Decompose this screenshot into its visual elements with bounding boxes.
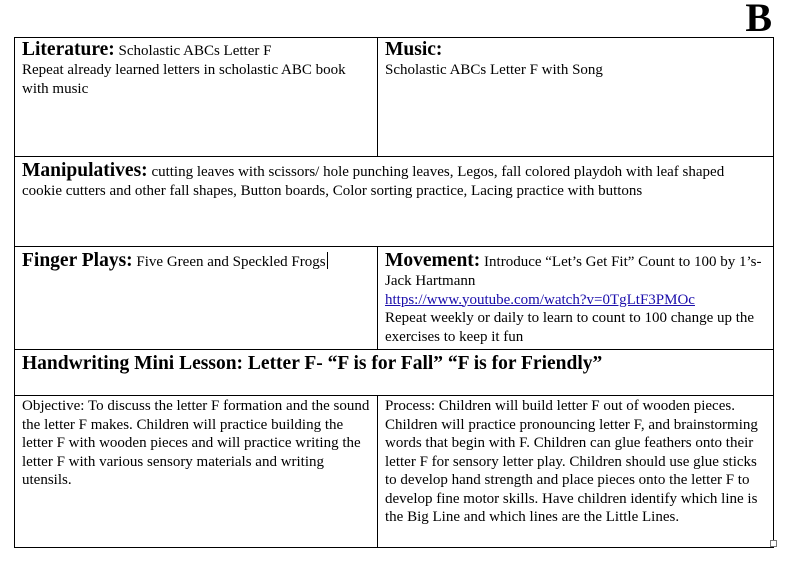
handwriting-cell[interactable] xyxy=(15,350,774,396)
page-letter: B xyxy=(745,0,772,40)
movement-cell[interactable] xyxy=(378,247,774,350)
table-row xyxy=(15,350,774,396)
table-row xyxy=(15,157,774,247)
literature-body: Repeat already learned letters in scholastic ABC book with music xyxy=(22,62,346,97)
finger-plays-cell[interactable] xyxy=(15,247,378,350)
movement-body: Introduce “Let’s Get Fit” Count to 100 by 1’s- Jack Hartmann xyxy=(385,254,762,289)
manipulatives-cell[interactable] xyxy=(15,157,774,247)
process-cell[interactable] xyxy=(378,396,774,548)
music-body: Scholastic ABCs Letter F with Song xyxy=(385,62,603,78)
table-row xyxy=(15,38,774,157)
objective-cell[interactable] xyxy=(15,396,378,548)
music-cell[interactable] xyxy=(378,38,774,157)
finger-plays-heading: Finger Plays: xyxy=(22,250,133,271)
finger-plays-body: Five Green and Speckled Frogs xyxy=(136,254,326,270)
movement-heading: Movement: xyxy=(385,250,481,271)
table-row xyxy=(15,396,774,548)
objective-body: Objective: To discuss the letter F formation and the sound the letter F makes. Children will practice building the letter F with wooden pieces and will practice writing the letter F with various sensory materials and writing utensils. xyxy=(22,398,370,488)
text-cursor xyxy=(327,252,328,269)
table-resize-handle[interactable] xyxy=(770,540,777,547)
manipulatives-body: cutting leaves with scissors/ hole punching leaves, Legos, fall colored playdoh with leaf shaped cookie cutters and other fall shapes, Button boards, Color sorting practice, Lacing practice with buttons xyxy=(22,164,725,199)
literature-cell[interactable] xyxy=(15,38,378,157)
movement-note: Repeat weekly or daily to learn to count to 100 change up the exercises to keep it fun xyxy=(385,310,755,345)
movement-video-link[interactable]: https://www.youtube.com/watch?v=0TgLtF3PMOc xyxy=(385,291,695,308)
table-row xyxy=(15,247,774,350)
process-body: Process: Children will build letter F out of wooden pieces. Children will practice pronouncing letter F, and brainstorming words that begin with F. Children can glue feathers onto their letter F for sensory letter play. Children should use glue sticks to develop hand strength and place pieces onto the letter F to develop fine motor skills. Have children identify which line is the Big Line and which lines are the Little Lines. xyxy=(385,398,758,525)
lesson-plan-table xyxy=(14,37,774,548)
literature-title: Scholastic ABCs Letter F xyxy=(118,43,272,59)
music-heading: Music: xyxy=(385,39,443,60)
manipulatives-heading: Manipulatives: xyxy=(22,160,148,181)
handwriting-title: Handwriting Mini Lesson: Letter F- “F is for Fall” “F is for Friendly” xyxy=(22,353,603,374)
literature-heading: Literature: xyxy=(22,39,115,60)
